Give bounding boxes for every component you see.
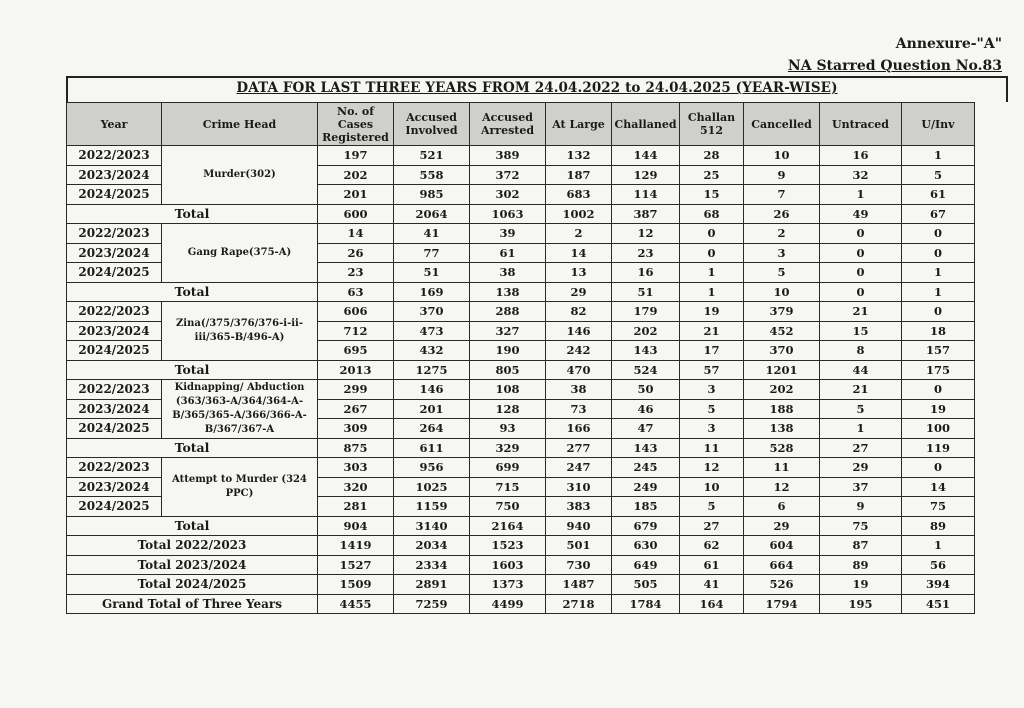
value-cell: 0 [820, 243, 902, 263]
year-total-cell: 664 [744, 555, 820, 575]
year-total-cell: 1527 [318, 555, 394, 575]
value-cell: 473 [394, 321, 470, 341]
total-cell: 2164 [470, 516, 546, 536]
year-cell: 2023/2024 [67, 321, 162, 341]
table-row [67, 224, 975, 244]
total-cell: 29 [744, 516, 820, 536]
value-cell: 29 [820, 458, 902, 478]
year-total-cell: 41 [680, 575, 744, 595]
year-total-row [67, 575, 975, 595]
total-cell: 89 [902, 516, 975, 536]
grand-total-cell: 2718 [546, 594, 612, 614]
value-cell: 3 [744, 243, 820, 263]
value-cell: 1 [820, 185, 902, 205]
year-total-cell: 1523 [470, 536, 546, 556]
value-cell: 41 [394, 224, 470, 244]
value-cell: 61 [902, 185, 975, 205]
value-cell: 15 [820, 321, 902, 341]
value-cell: 242 [546, 341, 612, 361]
value-cell: 185 [612, 497, 680, 517]
value-cell: 985 [394, 185, 470, 205]
year-cell: 2022/2023 [67, 146, 162, 166]
value-cell: 157 [902, 341, 975, 361]
value-cell: 73 [546, 399, 612, 419]
value-cell: 249 [612, 477, 680, 497]
value-cell: 8 [820, 341, 902, 361]
year-total-cell: 526 [744, 575, 820, 595]
year-total-cell: 61 [680, 555, 744, 575]
value-cell: 25 [680, 165, 744, 185]
total-label: Total [67, 204, 318, 224]
value-cell: 302 [470, 185, 546, 205]
crime-head-cell: Gang Rape(375-A) [162, 224, 318, 283]
total-cell: 175 [902, 360, 975, 380]
year-cell: 2024/2025 [67, 341, 162, 361]
total-cell: 138 [470, 282, 546, 302]
value-cell: 712 [318, 321, 394, 341]
year-total-label: Total 2022/2023 [67, 536, 318, 556]
value-cell: 0 [902, 458, 975, 478]
table-row [67, 302, 975, 322]
col-challan512: Challan 512 [680, 103, 744, 146]
year-total-cell: 62 [680, 536, 744, 556]
value-cell: 187 [546, 165, 612, 185]
year-total-cell: 2891 [394, 575, 470, 595]
total-cell: 3140 [394, 516, 470, 536]
value-cell: 1 [680, 263, 744, 283]
year-total-cell: 1373 [470, 575, 546, 595]
total-cell: 143 [612, 438, 680, 458]
year-total-cell: 394 [902, 575, 975, 595]
year-cell: 2024/2025 [67, 263, 162, 283]
total-cell: 387 [612, 204, 680, 224]
value-cell: 202 [318, 165, 394, 185]
value-cell: 299 [318, 380, 394, 400]
col-involved: Accused Involved [394, 103, 470, 146]
value-cell: 26 [318, 243, 394, 263]
year-cell: 2022/2023 [67, 224, 162, 244]
value-cell: 61 [470, 243, 546, 263]
year-cell: 2022/2023 [67, 302, 162, 322]
grand-total-cell: 4455 [318, 594, 394, 614]
value-cell: 12 [612, 224, 680, 244]
value-cell: 93 [470, 419, 546, 439]
total-row [67, 516, 975, 536]
total-cell: 27 [820, 438, 902, 458]
value-cell: 699 [470, 458, 546, 478]
total-cell: 1275 [394, 360, 470, 380]
grand-total-cell: 1784 [612, 594, 680, 614]
value-cell: 51 [394, 263, 470, 283]
value-cell: 432 [394, 341, 470, 361]
value-cell: 309 [318, 419, 394, 439]
value-cell: 5 [680, 497, 744, 517]
value-cell: 0 [820, 263, 902, 283]
col-year: Year [67, 103, 162, 146]
crime-data-table [66, 102, 975, 614]
value-cell: 14 [546, 243, 612, 263]
value-cell: 606 [318, 302, 394, 322]
total-cell: 0 [820, 282, 902, 302]
total-cell: 29 [546, 282, 612, 302]
value-cell: 50 [612, 380, 680, 400]
total-cell: 11 [680, 438, 744, 458]
value-cell: 16 [820, 146, 902, 166]
value-cell: 2 [546, 224, 612, 244]
value-cell: 750 [470, 497, 546, 517]
value-cell: 695 [318, 341, 394, 361]
grand-total-row [67, 594, 975, 614]
value-cell: 12 [680, 458, 744, 478]
value-cell: 0 [680, 224, 744, 244]
crime-head-cell: Kidnapping/ Abduction (363/363-A/364/364-A-B/365/365-A/366/366-A-B/367/367-A [162, 380, 318, 439]
value-cell: 166 [546, 419, 612, 439]
annexure-header [788, 33, 1002, 77]
year-cell: 2024/2025 [67, 185, 162, 205]
total-cell: 524 [612, 360, 680, 380]
grand-total-cell: 1794 [744, 594, 820, 614]
year-total-cell: 2334 [394, 555, 470, 575]
col-untraced: Untraced [820, 103, 902, 146]
year-total-cell: 1487 [546, 575, 612, 595]
total-cell: 10 [744, 282, 820, 302]
total-cell: 470 [546, 360, 612, 380]
value-cell: 146 [546, 321, 612, 341]
value-cell: 23 [612, 243, 680, 263]
col-cases: No. of Cases Registered [318, 103, 394, 146]
page-title: DATA FOR LAST THREE YEARS FROM 24.04.2022 to 24.04.2025 (YEAR-WISE) [236, 80, 838, 96]
total-cell: 1 [902, 282, 975, 302]
value-cell: 39 [470, 224, 546, 244]
total-cell: 679 [612, 516, 680, 536]
value-cell: 16 [612, 263, 680, 283]
total-cell: 169 [394, 282, 470, 302]
total-cell: 57 [680, 360, 744, 380]
value-cell: 5 [680, 399, 744, 419]
value-cell: 38 [470, 263, 546, 283]
col-crime-head: Crime Head [162, 103, 318, 146]
value-cell: 14 [902, 477, 975, 497]
value-cell: 452 [744, 321, 820, 341]
total-cell: 27 [680, 516, 744, 536]
value-cell: 75 [902, 497, 975, 517]
value-cell: 19 [680, 302, 744, 322]
value-cell: 129 [612, 165, 680, 185]
value-cell: 11 [744, 458, 820, 478]
annexure-label: Annexure-"A" [895, 36, 1002, 52]
total-row [67, 438, 975, 458]
total-row [67, 360, 975, 380]
grand-total-cell: 195 [820, 594, 902, 614]
value-cell: 144 [612, 146, 680, 166]
value-cell: 5 [744, 263, 820, 283]
value-cell: 179 [612, 302, 680, 322]
value-cell: 202 [612, 321, 680, 341]
value-cell: 389 [470, 146, 546, 166]
year-total-cell: 501 [546, 536, 612, 556]
value-cell: 3 [680, 419, 744, 439]
year-total-cell: 89 [820, 555, 902, 575]
col-challaned: Challaned [612, 103, 680, 146]
value-cell: 0 [902, 380, 975, 400]
total-cell: 75 [820, 516, 902, 536]
total-cell: 611 [394, 438, 470, 458]
value-cell: 12 [744, 477, 820, 497]
year-total-cell: 505 [612, 575, 680, 595]
grand-total-cell: 4499 [470, 594, 546, 614]
year-total-cell: 630 [612, 536, 680, 556]
total-cell: 805 [470, 360, 546, 380]
question-label: NA Starred Question No.83 [787, 58, 1002, 74]
value-cell: 9 [820, 497, 902, 517]
value-cell: 310 [546, 477, 612, 497]
grand-total-label: Grand Total of Three Years [67, 594, 318, 614]
col-u-inv: U/Inv [902, 103, 975, 146]
total-cell: 26 [744, 204, 820, 224]
value-cell: 37 [820, 477, 902, 497]
total-cell: 875 [318, 438, 394, 458]
value-cell: 138 [744, 419, 820, 439]
value-cell: 558 [394, 165, 470, 185]
value-cell: 190 [470, 341, 546, 361]
total-cell: 2013 [318, 360, 394, 380]
year-total-cell: 730 [546, 555, 612, 575]
value-cell: 327 [470, 321, 546, 341]
year-total-cell: 1509 [318, 575, 394, 595]
total-row [67, 204, 975, 224]
year-cell: 2023/2024 [67, 165, 162, 185]
value-cell: 715 [470, 477, 546, 497]
year-total-cell: 56 [902, 555, 975, 575]
value-cell: 383 [546, 497, 612, 517]
total-label: Total [67, 282, 318, 302]
year-cell: 2022/2023 [67, 380, 162, 400]
value-cell: 13 [546, 263, 612, 283]
value-cell: 19 [902, 399, 975, 419]
value-cell: 28 [680, 146, 744, 166]
total-cell: 600 [318, 204, 394, 224]
value-cell: 21 [820, 302, 902, 322]
value-cell: 5 [902, 165, 975, 185]
total-cell: 329 [470, 438, 546, 458]
value-cell: 370 [744, 341, 820, 361]
year-total-row [67, 536, 975, 556]
year-total-cell: 1419 [318, 536, 394, 556]
value-cell: 264 [394, 419, 470, 439]
year-cell: 2023/2024 [67, 243, 162, 263]
header-row [67, 103, 975, 146]
value-cell: 683 [546, 185, 612, 205]
value-cell: 38 [546, 380, 612, 400]
value-cell: 247 [546, 458, 612, 478]
year-cell: 2024/2025 [67, 419, 162, 439]
grand-total-cell: 451 [902, 594, 975, 614]
value-cell: 3 [680, 380, 744, 400]
value-cell: 1 [902, 146, 975, 166]
value-cell: 956 [394, 458, 470, 478]
value-cell: 1 [820, 419, 902, 439]
value-cell: 10 [744, 146, 820, 166]
value-cell: 47 [612, 419, 680, 439]
value-cell: 379 [744, 302, 820, 322]
year-cell: 2023/2024 [67, 399, 162, 419]
value-cell: 1159 [394, 497, 470, 517]
value-cell: 9 [744, 165, 820, 185]
total-cell: 2064 [394, 204, 470, 224]
crime-head-cell: Attempt to Murder (324 PPC) [162, 458, 318, 517]
total-cell: 44 [820, 360, 902, 380]
value-cell: 6 [744, 497, 820, 517]
value-cell: 21 [820, 380, 902, 400]
value-cell: 245 [612, 458, 680, 478]
crime-head-cell: Murder(302) [162, 146, 318, 205]
total-cell: 51 [612, 282, 680, 302]
value-cell: 100 [902, 419, 975, 439]
year-total-cell: 604 [744, 536, 820, 556]
value-cell: 7 [744, 185, 820, 205]
total-cell: 528 [744, 438, 820, 458]
grand-total-cell: 164 [680, 594, 744, 614]
value-cell: 0 [820, 224, 902, 244]
total-cell: 1201 [744, 360, 820, 380]
value-cell: 23 [318, 263, 394, 283]
value-cell: 303 [318, 458, 394, 478]
value-cell: 1 [902, 263, 975, 283]
value-cell: 201 [394, 399, 470, 419]
value-cell: 10 [680, 477, 744, 497]
value-cell: 46 [612, 399, 680, 419]
value-cell: 267 [318, 399, 394, 419]
value-cell: 281 [318, 497, 394, 517]
total-label: Total [67, 516, 318, 536]
value-cell: 197 [318, 146, 394, 166]
value-cell: 0 [680, 243, 744, 263]
value-cell: 14 [318, 224, 394, 244]
title-banner [66, 76, 1008, 102]
value-cell: 143 [612, 341, 680, 361]
value-cell: 15 [680, 185, 744, 205]
year-total-cell: 1603 [470, 555, 546, 575]
value-cell: 114 [612, 185, 680, 205]
value-cell: 82 [546, 302, 612, 322]
year-total-cell: 19 [820, 575, 902, 595]
total-cell: 63 [318, 282, 394, 302]
value-cell: 0 [902, 224, 975, 244]
year-total-cell: 2034 [394, 536, 470, 556]
table-row [67, 380, 975, 400]
value-cell: 5 [820, 399, 902, 419]
table-row [67, 458, 975, 478]
total-cell: 1063 [470, 204, 546, 224]
total-cell: 940 [546, 516, 612, 536]
total-cell: 49 [820, 204, 902, 224]
value-cell: 521 [394, 146, 470, 166]
year-cell: 2024/2025 [67, 497, 162, 517]
value-cell: 370 [394, 302, 470, 322]
total-cell: 1 [680, 282, 744, 302]
value-cell: 201 [318, 185, 394, 205]
value-cell: 146 [394, 380, 470, 400]
col-cancelled: Cancelled [744, 103, 820, 146]
year-total-row [67, 555, 975, 575]
value-cell: 0 [902, 302, 975, 322]
value-cell: 202 [744, 380, 820, 400]
total-cell: 277 [546, 438, 612, 458]
year-total-label: Total 2024/2025 [67, 575, 318, 595]
value-cell: 18 [902, 321, 975, 341]
value-cell: 320 [318, 477, 394, 497]
year-cell: 2023/2024 [67, 477, 162, 497]
table-row [67, 146, 975, 166]
total-label: Total [67, 438, 318, 458]
col-arrested: Accused Arrested [470, 103, 546, 146]
value-cell: 0 [902, 243, 975, 263]
value-cell: 128 [470, 399, 546, 419]
year-total-cell: 649 [612, 555, 680, 575]
total-cell: 119 [902, 438, 975, 458]
total-row [67, 282, 975, 302]
value-cell: 17 [680, 341, 744, 361]
value-cell: 372 [470, 165, 546, 185]
year-total-cell: 1 [902, 536, 975, 556]
value-cell: 1025 [394, 477, 470, 497]
total-cell: 1002 [546, 204, 612, 224]
value-cell: 2 [744, 224, 820, 244]
value-cell: 77 [394, 243, 470, 263]
total-cell: 68 [680, 204, 744, 224]
value-cell: 188 [744, 399, 820, 419]
total-cell: 67 [902, 204, 975, 224]
col-at-large: At Large [546, 103, 612, 146]
grand-total-cell: 7259 [394, 594, 470, 614]
value-cell: 108 [470, 380, 546, 400]
value-cell: 288 [470, 302, 546, 322]
total-cell: 904 [318, 516, 394, 536]
year-total-cell: 87 [820, 536, 902, 556]
year-cell: 2022/2023 [67, 458, 162, 478]
year-total-label: Total 2023/2024 [67, 555, 318, 575]
value-cell: 32 [820, 165, 902, 185]
value-cell: 21 [680, 321, 744, 341]
total-label: Total [67, 360, 318, 380]
value-cell: 132 [546, 146, 612, 166]
crime-head-cell: Zina(/375/376/376-i-ii-iii/365-B/496-A) [162, 302, 318, 361]
